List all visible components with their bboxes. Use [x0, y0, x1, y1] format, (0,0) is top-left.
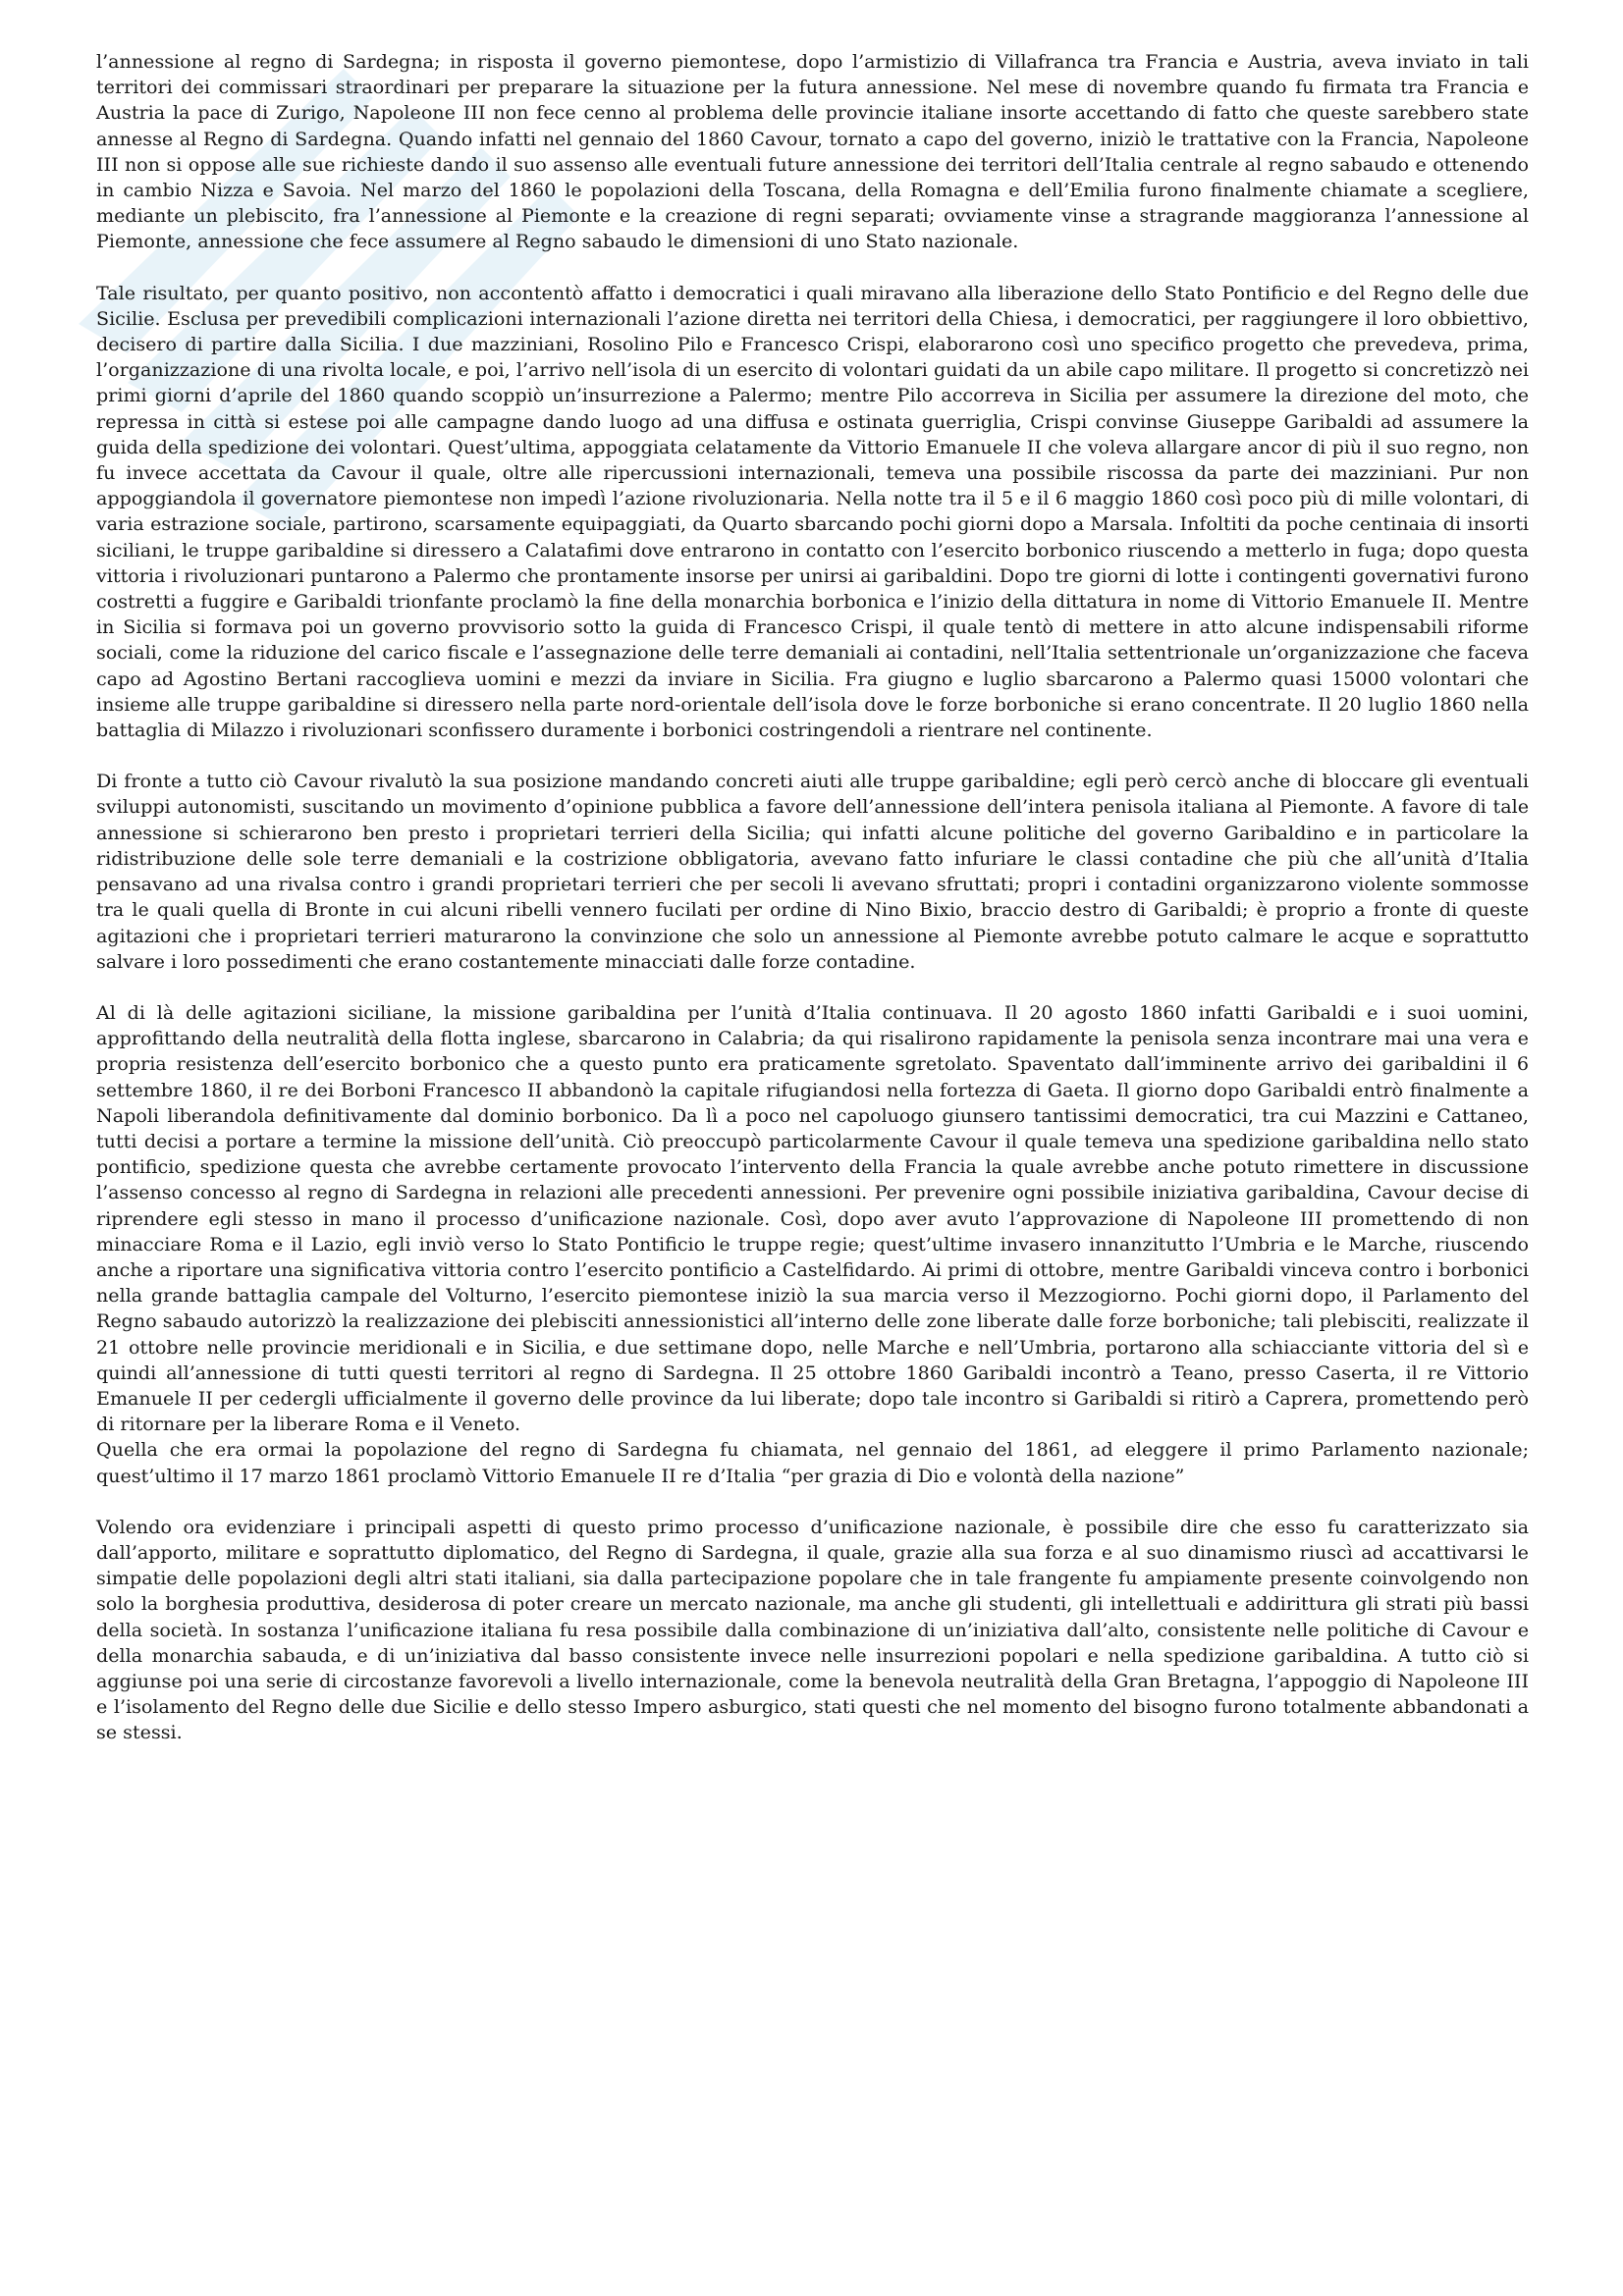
paragraph-6: Volendo ora evidenziare i principali aspetti di questo primo processo d’unificazione nazionale, è possibile dire che esso fu caratterizzato sia dall’apporto, militare e soprattutto diplomatico, del Regno di Sardegna, il quale, grazie alla sua forza e al suo dinamismo riuscì ad accattivarsi le simpatie delle popolazioni degli altri stati italiani, sia dalla partecipazione popolare che in tale frangente fu ampiamente presente coinvolgendo non solo la borghesia produttiva, desiderosa di poter creare un mercato nazionale, ma anche gli studenti, gli intellettuali e addirittura gli strati più bassi della società. In sostanza l’unificazione italiana fu resa possibile dalla combinazione di un’iniziativa dall’alto, consistente nelle politiche di Cavour e della monarchia sabauda, e di un’iniziativa dal basso consistente invece nelle insurrezioni popolari e nella spedizione garibaldina. A tutto ciò si aggiunse poi una serie di circostanze favorevoli a livello internazionale, come la benevola neutralità della Gran Bretagna, l’appoggio di Napoleone III e l’isolamento del Regno delle due Sicilie e dello stesso Impero asburgico, stati questi che nel momento del bisogno furono totalmente abbandonati a se stessi.: [96, 1515, 1529, 1744]
paragraph-4: Al di là delle agitazioni siciliane, la missione garibaldina per l’unità d’Italia continuava. Il 20 agosto 1860 infatti Garibaldi e i suoi uomini, approfittando della neutralità della flotta inglese, sbarcarono in Calabria; da qui risalirono rapidamente la penisola senza incontrare mai una vera e propria resistenza dell’esercito borbonico che a questo punto era praticamente sgretolato. Spaventato dall’imminente arrivo dei garibaldini il 6 settembre 1860, il re dei Borboni Francesco II abbandonò la capitale rifugiandosi nella fortezza di Gaeta. Il giorno dopo Garibaldi entrò finalmente a Napoli liberandola definitivamente dal dominio borbonico. Da lì a poco nel capoluogo giunsero tantissimi democratici, tra cui Mazzini e Cattaneo, tutti decisi a portare a termine la missione dell’unità. Ciò preoccupò particolarmente Cavour il quale temeva una spedizione garibaldina nello stato pontificio, spedizione questa che avrebbe certamente provocato l’intervento della Francia la quale avrebbe anche potuto rimettere in discussione l’assenso concesso al regno di Sardegna in relazioni alle precedenti annessioni. Per prevenire ogni possibile iniziativa garibaldina, Cavour decise di riprendere egli stesso in mano il processo d’unificazione nazionale. Così, dopo aver avuto l’approvazione di Napoleone III promettendo di non minacciare Roma e il Lazio, egli inviò verso lo Stato Pontificio le truppe regie; quest’ultime invasero innanzitutto l’Umbria e le Marche, riuscendo anche a riportare una significativa vittoria contro l’esercito pontificio a Castelfidardo. Ai primi di ottobre, mentre Garibaldi vinceva contro i borbonici nella grande battaglia campale del Volturno, l’esercito piemontese iniziò la sua marcia verso il Mezzogiorno. Pochi giorni dopo, il Parlamento del Regno sabaudo autorizzò la realizzazione dei plebisciti annessionistici all’interno delle zone liberate dalle forze borboniche; tali plebisciti, realizzate il 21 ottobre nelle provincie meridionali e in Sicilia, e due settimane dopo, nelle Marche e nell’Umbria, portarono alla schiacciante vittoria del sì e quindi all’annessione di tutti questi territori al regno di Sardegna. Il 25 ottobre 1860 Garibaldi incontrò a Teano, presso Caserta, il re Vittorio Emanuele II per cedergli ufficialmente il governo delle province da lui liberate; dopo tale incontro si Garibaldi si ritirò a Caprera, promettendo però di ritornare per la liberare Roma e il Veneto.: [96, 1000, 1529, 1436]
paragraph-1: l’annessione al regno di Sardegna; in risposta il governo piemontese, dopo l’armistizio di Villafranca tra Francia e Austria, aveva inviato in tali territori dei commissari straordinari per preparare la situazione per la futura annessione. Nel mese di novembre quando fu firmata tra Francia e Austria la pace di Zurigo, Napoleone III non fece cenno al problema delle provincie italiane insorte accettando di fatto che queste sarebbero state annesse al Regno di Sardegna. Quando infatti nel gennaio del 1860 Cavour, tornato a capo del governo, iniziò le trattative con la Francia, Napoleone III non si oppose alle sue richieste dando il suo assenso alle eventuali future annessione dei territori dell’Italia centrale al regno sabaudo e ottenendo in cambio Nizza e Savoia. Nel marzo del 1860 le popolazioni della Toscana, della Romagna e dell’Emilia furono finalmente chiamate a scegliere, mediante un plebiscito, fra l’annessione al Piemonte e la creazione di regni separati; ovviamente vinse a stragrande maggioranza l’annessione al Piemonte, annessione che fece assumere al Regno sabaudo le dimensioni di uno Stato nazionale.: [96, 50, 1529, 253]
paragraph-5: Quella che era ormai la popolazione del regno di Sardegna fu chiamata, nel gennaio del 1861, ad eleggere il primo Parlamento nazionale; quest’ultimo il 17 marzo 1861 proclamò Vittorio Emanuele II re d’Italia “per grazia di Dio e volontà della nazione”: [96, 1438, 1529, 1487]
paragraph-2: Tale risultato, per quanto positivo, non accontentò affatto i democratici i quali miravano alla liberazione dello Stato Pontificio e del Regno delle due Sicilie. Esclusa per prevedibili complicazioni internazionali l’azione diretta nei territori della Chiesa, i democratici, per raggiungere il loro obbiettivo, decisero di partire dalla Sicilia. I due mazziniani, Rosolino Pilo e Francesco Crispi, elaborarono così uno specifico progetto che prevedeva, prima, l’organizzazione di una rivolta locale, e poi, l’arrivo nell’isola di un esercito di volontari guidati da un abile capo militare. Il progetto si concretizzò nei primi giorni d’aprile del 1860 quando scoppiò un’insurrezione a Palermo; mentre Pilo accorreva in Sicilia per assumere la direzione del moto, che repressa in città si estese poi alle campagne dando luogo ad una diffusa e ostinata guerriglia, Crispi convinse Giuseppe Garibaldi ad assumere la guida della spedizione dei volontari. Quest’ultima, appoggiata celatamente da Vittorio Emanuele II che voleva allargare ancor di più il suo regno, non fu invece accettata da Cavour il quale, oltre alle ripercussioni internazionali, temeva una possibile riscossa da parte dei mazziniani. Pur non appoggiandola il governatore piemontese non impedì l’azione rivoluzionaria. Nella notte tra il 5 e il 6 maggio 1860 così poco più di mille volontari, di varia estrazione sociale, partirono, scarsamente equipaggiati, da Quarto sbarcando pochi giorni dopo a Marsala. Infoltiti da poche centinaia di insorti siciliani, le truppe garibaldine si diressero a Calatafimi dove entrarono in contatto con l’esercito borbonico riuscendo a metterlo in fuga; dopo questa vittoria i rivoluzionari puntarono a Palermo che prontamente insorse per unirsi ai garibaldini. Dopo tre giorni di lotte i contingenti governativi furono costretti a fuggire e Garibaldi trionfante proclamò la fine della monarchia borbonica e l’inizio della dittatura in nome di Vittorio Emanuele II. Mentre in Sicilia si formava poi un governo provvisorio sotto la guida di Francesco Crispi, il quale tentò di mettere in atto alcune indispensabili riforme sociali, come la riduzione del carico fiscale e l’assegnazione delle terre demaniali ai contadini, nell’Italia settentrionale un’organizzazione che faceva capo ad Agostino Bertani raccoglieva uomini e mezzi da inviare in Sicilia. Fra giugno e luglio sbarcarono a Palermo quasi 15000 volontari che insieme alle truppe garibaldine si diressero nella parte nord-orientale dell’isola dove le forze borboniche si erano concentrate. Il 20 luglio 1860 nella battaglia di Milazzo i rivoluzionari sconfissero duramente i borbonici costringendoli a rientrare nel continente.: [96, 281, 1529, 742]
document-body: [96, 49, 1529, 1772]
paragraph-3: Di fronte a tutto ciò Cavour rivalutò la sua posizione mandando concreti aiuti alle truppe garibaldine; egli però cercò anche di bloccare gli eventuali sviluppi autonomisti, suscitando un movimento d’opinione pubblica a favore dell’annessione dell’intera penisola italiana al Piemonte. A favore di tale annessione si schierarono ben presto i proprietari terrieri della Sicilia; qui infatti alcune politiche del governo Garibaldino e in particolare la ridistribuzione delle sole terre demaniali e la costrizione obbligatoria, avevano fatto infuriare le classi contadine che più che all’unità d’Italia pensavano ad una rivalsa contro i grandi proprietari terrieri che per secoli li avevano sfruttati; propri i contadini organizzarono violente sommosse tra le quali quella di Bronte in cui alcuni ribelli vennero fucilati per ordine di Nino Bixio, braccio destro di Garibaldi; è proprio a fronte di queste agitazioni che i proprietari terrieri maturarono la convinzione che solo un annessione al Piemonte avrebbe potuto calmare le acque e soprattutto salvare i loro possedimenti che erano costantemente minacciati dalle forze contadine.: [96, 770, 1529, 973]
